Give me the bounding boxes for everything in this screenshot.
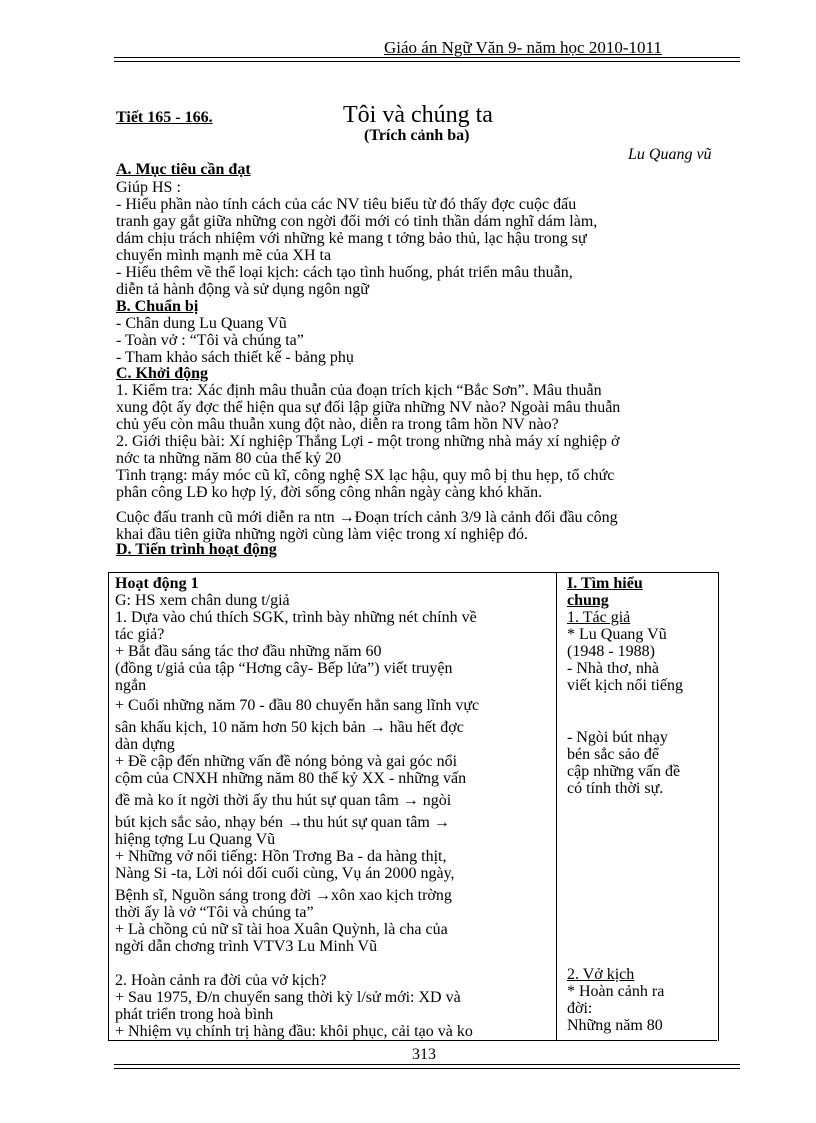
- table-left-line: + Là chồng củ nữ sĩ tài hoa Xuân Quỳnh, là cha của: [115, 921, 448, 938]
- section-a-line: - Hiểu phần nào tính cách của các NV tiêu biểu từ đó thấy đợc cuộc đấu: [116, 196, 577, 213]
- right-subheading-author: 1. Tác giả: [567, 609, 631, 626]
- header-rule: [114, 57, 740, 62]
- table-right-line: * Hoàn cảnh ra: [567, 983, 665, 1000]
- table-right-line: cập những vấn đề: [567, 763, 681, 780]
- section-c-line: 1. Kiểm tra: Xác định mâu thuẫn của đoạn trích kịch “Bắc Sơn”. Mâu thuẫn: [116, 382, 602, 399]
- table-right-line: đời:: [567, 1000, 593, 1017]
- section-a-line: Giúp HS :: [116, 179, 181, 196]
- table-left-line: + Những vở nổi tiếng: Hồn Trơng Ba - da hàng thịt,: [115, 848, 447, 865]
- right-subheading-play: 2. Vở kịch: [567, 966, 635, 983]
- section-b-line: - Chân dung Lu Quang Vũ: [116, 315, 287, 332]
- section-c-closing-line: Cuộc đấu tranh cũ mới diễn ra ntn →Đoạn trích cảnh 3/9 là cảnh đối đầu công: [116, 509, 618, 526]
- table-left-line: đề mà ko ít ngời thời ấy thu hút sự quan tâm → ngòi: [115, 792, 452, 809]
- table-left-line: 1. Dựa vào chú thích SGK, trình bày những nét chính về: [115, 609, 477, 626]
- section-c-line: chủ yếu còn mâu thuẫn xung đột nào, diễn ra trong tâm hồn NV nào?: [116, 416, 559, 433]
- footer-rule: [114, 1064, 740, 1069]
- section-a-line: chuyển mình mạnh mẽ của XH ta: [116, 247, 332, 264]
- section-a-line: - Hiểu thêm về thể loại kịch: cách tạo tình huống, phát triển mâu thuẫn,: [116, 264, 573, 281]
- table-left-line: 2. Hoàn cảnh ra đời của vở kịch?: [115, 972, 327, 989]
- table-left-column: [115, 575, 553, 1040]
- table-left-line: cộm của CNXH những năm 80 thế kỷ XX - những vấn: [115, 770, 467, 787]
- section-c-closing-line: khai đầu tiên giữa những ngời cùng làm việc trong xí nghiệp đó.: [116, 526, 528, 543]
- section-c-line: Tình trạng: máy móc cũ kĩ, công nghệ SX lạc hậu, quy mô bị thu hẹp, tổ chức: [116, 467, 615, 484]
- table-left-line: hiệng tợng Lu Quang Vũ: [115, 831, 276, 848]
- table-right-line: Những năm 80: [567, 1017, 663, 1034]
- table-cut-rule: [108, 1040, 717, 1041]
- table-right-line: có tính thời sự.: [567, 780, 664, 797]
- section-a-body: [116, 179, 597, 298]
- table-left-line: Bệnh sĩ, Nguồn sáng trong đời →xôn xao kịch trờng: [115, 887, 452, 904]
- table-right-column: [567, 575, 715, 694]
- section-b-line: - Tham khảo sách thiết kế - bảng phụ: [116, 349, 354, 366]
- table-right-line: bén sắc sảo để: [567, 746, 659, 763]
- section-a-line: tranh gay gắt giữa những con ngời đổi mới có tinh thần dám nghĩ dám làm,: [116, 213, 598, 230]
- section-c-closing: [116, 509, 618, 543]
- table-left-line: + Nhiệm vụ chính trị hàng đầu: khôi phục, cải tạo và ko: [115, 1023, 473, 1040]
- section-d-heading: D. Tiến trình hoạt động: [116, 541, 277, 558]
- table-left-line: ngời dẫn chơng trình VTV3 Lu Minh Vũ: [115, 938, 378, 955]
- section-c-line: xung đột ấy đợc thể hiện qua sự đối lập giữa những NV nào? Ngoài mâu thuẫn: [116, 399, 621, 416]
- lesson-author: Lu Quang vũ: [628, 146, 712, 163]
- table-left-line: + Sau 1975, Đ/n chuyển sang thời kỳ l/sử mới: XD và: [115, 989, 461, 1006]
- table-left-line: + Bắt đầu sáng tác thơ đầu những năm 60: [115, 643, 382, 660]
- table-left-line: Nàng Si -ta, Lời nói dối cuối cùng, Vụ án 2000 ngày,: [115, 865, 455, 882]
- activity-heading: Hoạt động 1: [115, 575, 199, 592]
- table-right-column-3: [567, 966, 715, 1034]
- table-left-line: thời ấy là vở “Tôi và chúng ta”: [115, 904, 314, 921]
- table-left-line: (đồng t/giả của tập “Hơng cây- Bếp lửa”) viết truyện: [115, 660, 453, 677]
- table-column-divider: [556, 572, 557, 1040]
- section-a-line: dám chịu trách nhiệm với những kẻ mang t tởng bảo thủ, lạc hậu trong sự: [116, 230, 587, 247]
- table-right-column-2: [567, 729, 715, 797]
- lesson-title: Tôi và chúng ta: [343, 102, 493, 128]
- table-left-line: tác giả?: [115, 626, 165, 643]
- table-left-line: G: HS xem chân dung t/giả: [115, 592, 290, 609]
- table-right-line: viết kịch nổi tiếng: [567, 677, 683, 694]
- section-b-heading: B. Chuẩn bị: [116, 298, 199, 315]
- section-c-line: nớc ta những năm 80 của thế kỷ 20: [116, 450, 342, 467]
- table-right-line: - Nhà thơ, nhà: [567, 660, 659, 677]
- page-number: 313: [412, 1046, 436, 1063]
- right-heading: chung: [567, 592, 609, 609]
- section-c-body: [116, 382, 620, 501]
- table-left-line: dàn dựng: [115, 736, 175, 753]
- table-left-line: + Cuối những năm 70 - đầu 80 chuyển hẳn sang lĩnh vực: [115, 697, 480, 714]
- page-header: Giáo án Ngữ Văn 9- năm học 2010-1011: [384, 38, 662, 57]
- section-c-line: phân công LĐ ko hợp lý, đời sống công nhân ngày càng khó khăn.: [116, 484, 543, 501]
- section-c-line: 2. Giới thiệu bài: Xí nghiệp Thắng Lợi - một trong những nhà máy xí nghiệp ở: [116, 433, 620, 450]
- table-left-line: + Đề cập đến những vấn đề nóng bỏng và gai góc nổi: [115, 753, 458, 770]
- lesson-number: Tiết 165 - 166.: [116, 109, 213, 126]
- table-left-line: sân khấu kịch, 10 năm hơn 50 kịch bản → hầu hết đợc: [115, 719, 464, 736]
- table-right-line: * Lu Quang Vũ: [567, 626, 667, 643]
- table-right-line: (1948 - 1988): [567, 643, 655, 660]
- section-b-body: [116, 315, 354, 366]
- table-left-line: bút kịch sắc sảo, nhạy bén →thu hút sự quan tâm →: [115, 814, 450, 831]
- table-right-line: - Ngòi bút nhạy: [567, 729, 668, 746]
- right-heading: I. Tìm hiểu: [567, 575, 643, 592]
- section-b-line: - Toàn vở : “Tôi và chúng ta”: [116, 332, 304, 349]
- table-left-line: phát triển trong hoà bình: [115, 1006, 274, 1023]
- table-left-line: ngắn: [115, 677, 147, 694]
- lesson-subtitle: (Trích cảnh ba): [364, 127, 470, 144]
- section-a-heading: A. Mục tiêu cần đạt: [116, 161, 251, 178]
- section-a-line: diễn tả hành động và sử dụng ngôn ngữ: [116, 281, 369, 298]
- table-left-spacer: [115, 955, 553, 972]
- section-c-heading: C. Khởi động: [116, 365, 208, 382]
